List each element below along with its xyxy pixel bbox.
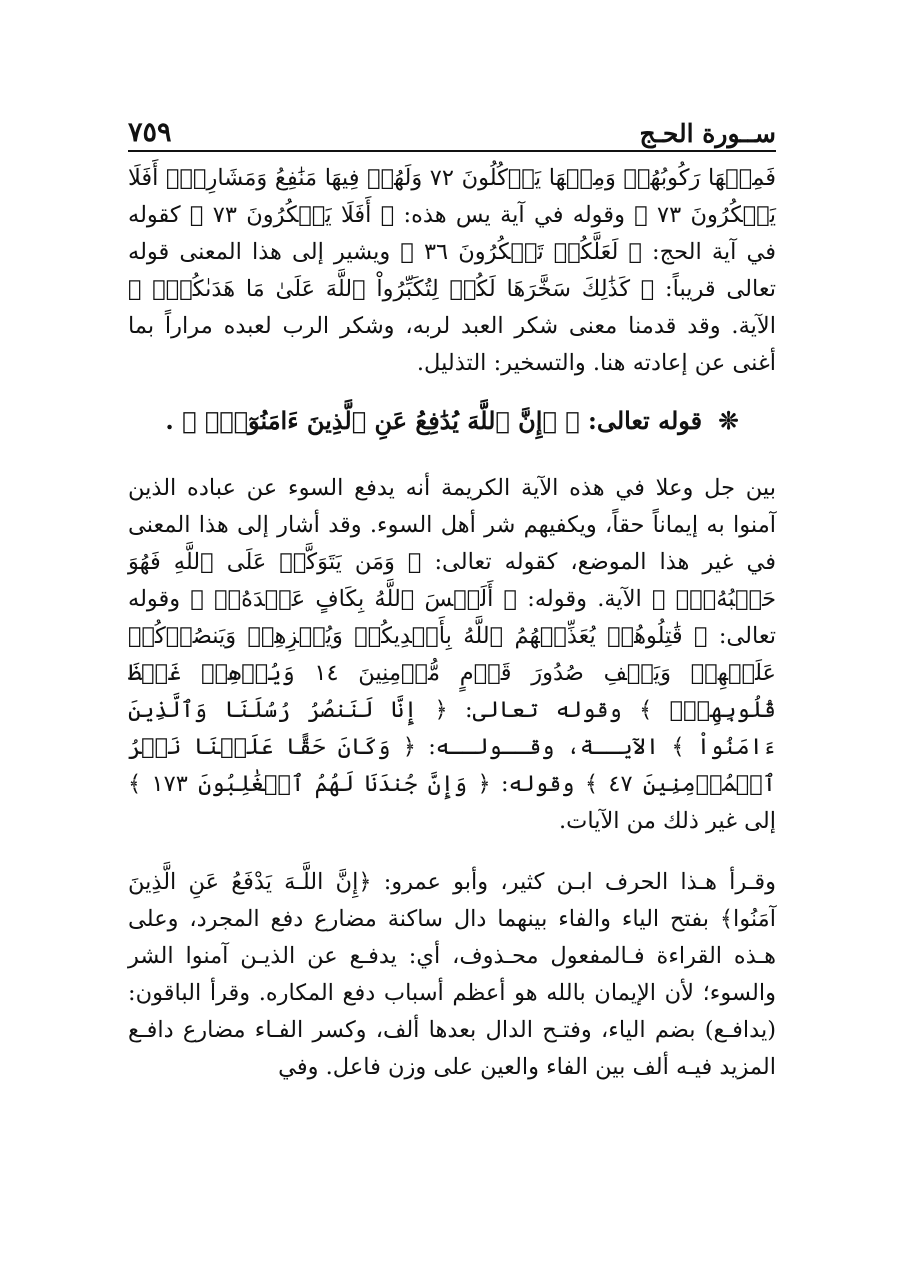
page-number: ٧٥٩ — [128, 117, 172, 148]
document-page — [128, 108, 776, 1228]
page-header — [128, 108, 776, 152]
paragraph-1: فَمِنۡهَا رَكُوبُهُمۡ وَمِنۡهَا يَأۡكُلُونَ ٧٢ وَلَهُمۡ فِيهَا مَنَٰفِعُ وَمَشَارِبُۚ أَفَلَا يَشۡكُرُونَ ٧٣ ﴾ وقوله في آية يس هذه: ﴿ أَفَلَا يَشۡكُرُونَ ٧٣ ﴾ كقوله في آية الحج: ﴿ لَعَلَّكُمۡ تَشۡكُرُونَ ٣٦ ﴾ ويشير إلى هذا المعنى قوله تعالى قريباً: ﴿ كَذَٰلِكَ سَخَّرَهَا لَكُمۡ لِتُكَبِّرُواْ ٱللَّهَ عَلَىٰ مَا هَدَىٰكُمۡۗ ﴾ الآية. وقد قدمنا معنى شكر العبد لربه، وشكر الرب لعبده مراراً بما أغنى عن إعادته هنا. والتسخير: التذليل. — [128, 165, 776, 376]
paragraph-2: بين جل وعلا في هذه الآية الكريمة أنه يدفع السوء عن عباده الذين آمنوا به إيماناً حقاً، ويكفيهم شر أهل السوء. وقد أشار إلى هذا المعنى في غير هذا الموضع، كقوله تعالى: ﴿ وَمَن يَتَوَكَّلۡ عَلَى ٱللَّهِ فَهُوَ حَسۡبُهُۥٓۚ ﴾ الآية. وقوله: ﴿ أَلَيۡسَ ٱللَّهُ بِكَافٍ عَبۡدَهُۥۖ ﴾ وقوله تعالى: ﴿ قَٰتِلُوهُمۡ يُعَذِّبۡهُمُ ٱللَّهُ بِأَيۡدِيكُمۡ وَيُخۡزِهِمۡ وَيَنصُرۡكُمۡ عَلَيۡهِمۡ وَيَشۡفِ صُدُورَ قَوۡمٍ مُّؤۡمِنِينَ ١٤ وَيُذۡهِبۡ غَيۡظَ قُلُوبِهِمۡۗ ﴾ وقوله تعالى: ﴿ إِنَّا لَنَنصُرُ رُسُلَنَا وَٱلَّذِينَ ءَامَنُواْ ﴾ الآيــة، وقــولــه: ﴿ وَكَانَ حَقًّا عَلَيۡنَا نَصۡرُ ٱلۡمُؤۡمِنِينَ ٤٧ ﴾ وقوله: ﴿ وَإِنَّ جُندَنَا لَهُمُ ٱلۡغَٰلِبُونَ ١٧٣ ﴾ إلى غير ذلك من الآيات. — [128, 475, 776, 834]
paragraph-gap — [128, 840, 776, 864]
surah-name: ســورة الحـج — [639, 119, 776, 148]
section-heading — [128, 400, 776, 442]
paragraph-gap — [128, 442, 776, 470]
paragraph-3: وقـرأ هـذا الحرف ابـن كثير، وأبو عمرو: ﴿إِنَّ اللَّـهَ يَدْفَعُ عَنِ الَّذِينَ آمَنُوا﴾ بفتح الياء والفاء بينهما دال ساكنة مضارع دفع المجرد، وعلى هـذه القراءة فـالمفعول محـذوف، أي: يدفـع عن الذيـن آمنوا الشر والسوء؛ لأن الإيمان بالله هو أعظم أسباب دفع المكاره. وقرأ الباقون: (يدافـع) بضم الياء، وفتـح الدال بعدها ألف، وكسر الفـاء مضارع دافـع المزيد فيـه ألف بين الفاء والعين على وزن فاعل. وفي — [128, 869, 776, 1080]
paragraph-gap — [128, 382, 776, 400]
page-content — [128, 152, 776, 1086]
heading-text: قوله تعالى: ﴿ ۞إِنَّ ٱللَّهَ يُدَٰفِعُ عَنِ ٱلَّذِينَ ءَامَنُوٓاْۗ ﴾ . — [165, 406, 703, 435]
star-icon: ❊ — [718, 406, 739, 435]
